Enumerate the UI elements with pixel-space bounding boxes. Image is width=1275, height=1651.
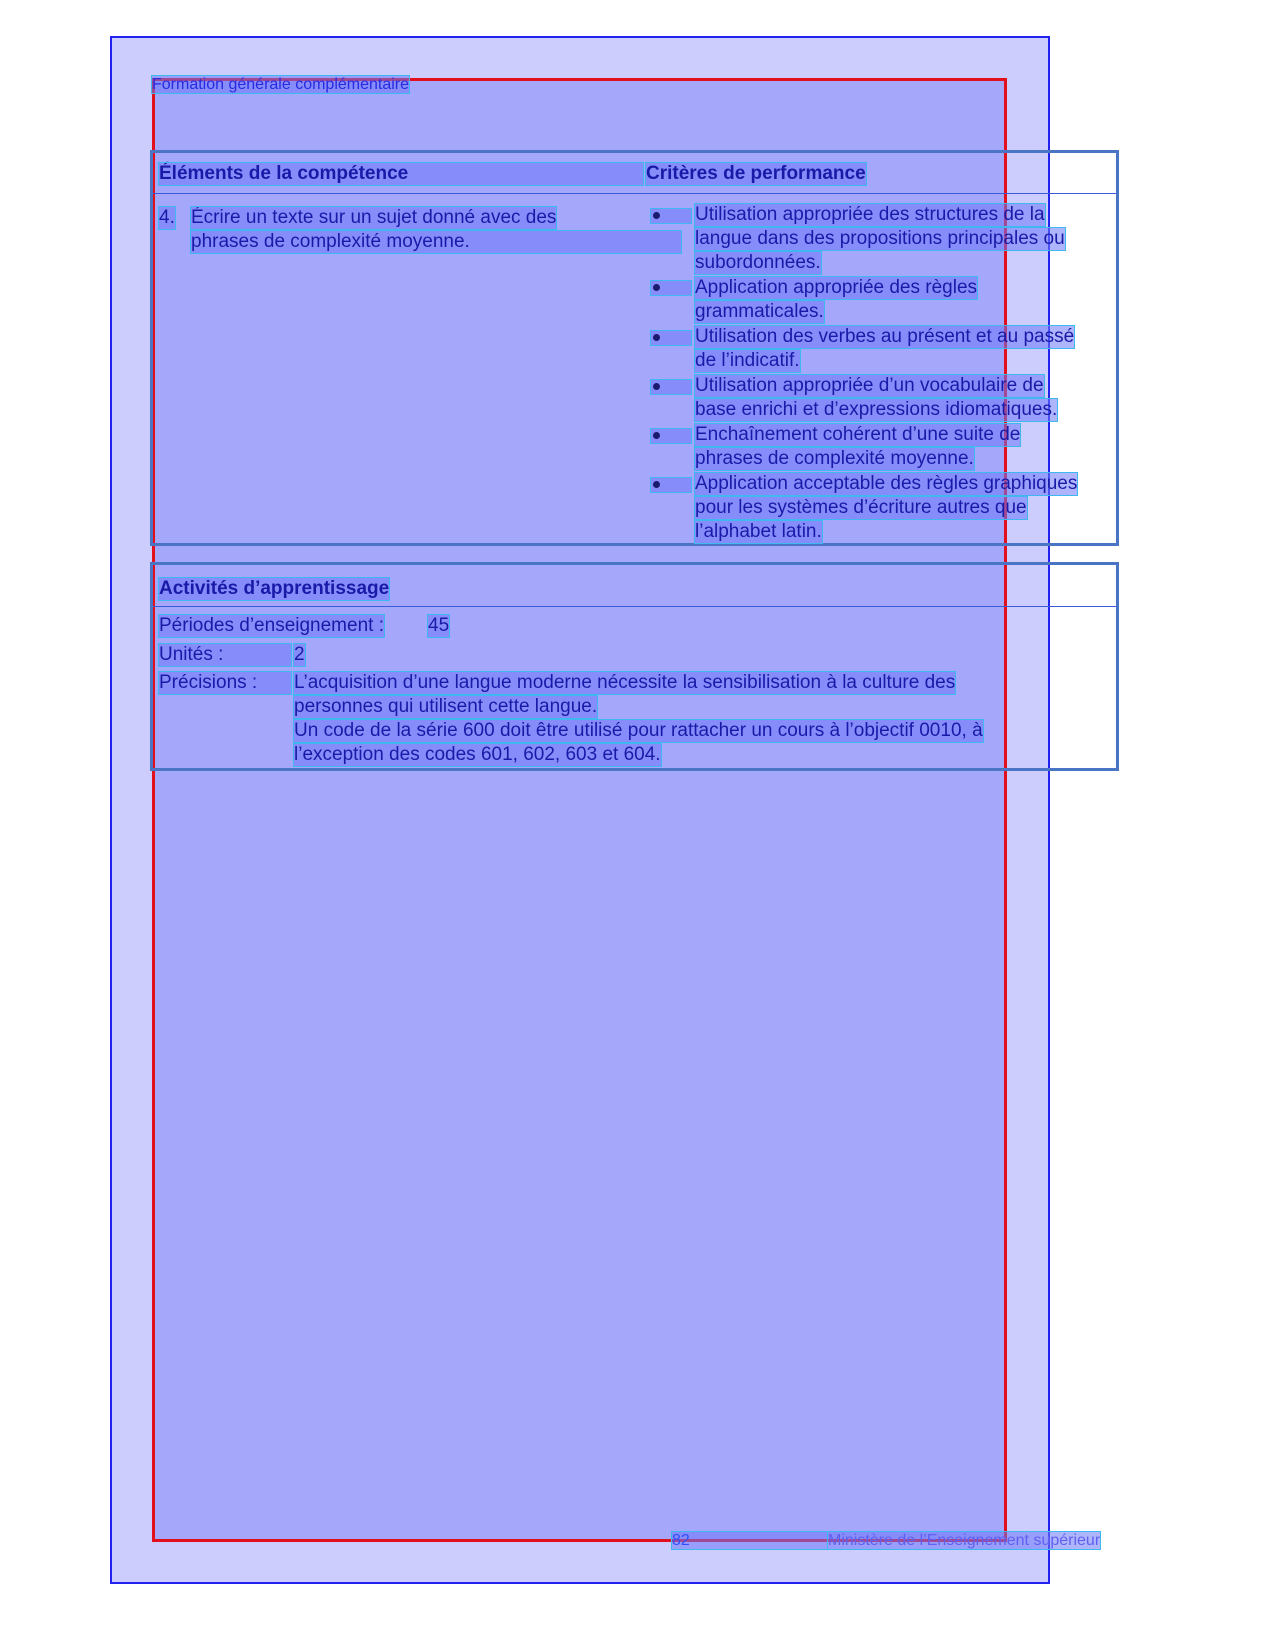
element-text-line1: Écrire un texte sur un sujet donné avec des	[191, 207, 557, 228]
bullet-icon	[651, 380, 691, 394]
col-header-elements: Éléments de la compétence	[159, 163, 643, 185]
criterion-6-line3: l’alphabet latin.	[695, 521, 822, 542]
criterion-1-line1: Utilisation appropriée des structures de la	[695, 204, 1045, 225]
precisions-line2: personnes qui utilisent cette langue.	[294, 696, 598, 717]
bullet-icon	[651, 478, 691, 492]
criterion-5-line2: phrases de complexité moyenne.	[695, 448, 974, 469]
precisions-line1: L’acquisition d’une langue moderne nécessite la sensibilisation à la culture des	[294, 672, 956, 693]
col-header-criteres: Critères de performance	[646, 163, 866, 184]
criterion-3-line2: de l’indicatif.	[695, 350, 800, 371]
activites-header-divider	[153, 606, 1116, 607]
criterion-4-line2: base enrichi et d’expressions idiomatiques.	[695, 399, 1058, 420]
periodes-value: 45	[428, 615, 450, 636]
criterion-1-line3: subordonnées.	[695, 252, 821, 273]
periodes-label: Périodes d’enseignement :	[159, 615, 384, 636]
bullet-icon	[651, 209, 691, 223]
criterion-2-line2: grammaticales.	[695, 301, 824, 322]
criterion-5-line1: Enchaînement cohérent d’une suite de	[695, 424, 1021, 445]
criterion-6-line2: pour les systèmes d’écriture autres que	[695, 497, 1027, 518]
criterion-4-line1: Utilisation appropriée d’un vocabulaire de	[695, 375, 1044, 396]
criterion-1-line2: langue dans des propositions principales ou	[695, 228, 1065, 249]
table-header-divider	[153, 193, 1116, 194]
element-number: 4.	[159, 207, 175, 228]
page-number: 82	[672, 1532, 827, 1549]
precisions-line3: Un code de la série 600 doit être utilisé pour rattacher un cours à l’objectif 0010, à	[294, 720, 983, 741]
bullet-icon	[651, 429, 691, 443]
bullet-icon	[651, 331, 691, 345]
criterion-6-line1: Application acceptable des règles graphiques	[695, 473, 1078, 494]
footer-ministry: Ministère de l’Enseignement supérieur	[828, 1532, 1101, 1549]
bullet-icon	[651, 281, 691, 295]
unites-value: 2	[294, 644, 305, 665]
activites-title: Activités d’apprentissage	[159, 578, 390, 599]
unites-label: Unités :	[159, 644, 291, 666]
running-header: Formation générale complémentaire	[152, 76, 410, 93]
criterion-3-line1: Utilisation des verbes au présent et au passé	[695, 326, 1075, 347]
element-text-line2: phrases de complexité moyenne.	[191, 231, 681, 253]
precisions-label: Précisions :	[159, 672, 291, 694]
criterion-2-line1: Application appropriée des règles	[695, 277, 978, 298]
precisions-line4: l’exception des codes 601, 602, 603 et 604.	[294, 744, 661, 765]
